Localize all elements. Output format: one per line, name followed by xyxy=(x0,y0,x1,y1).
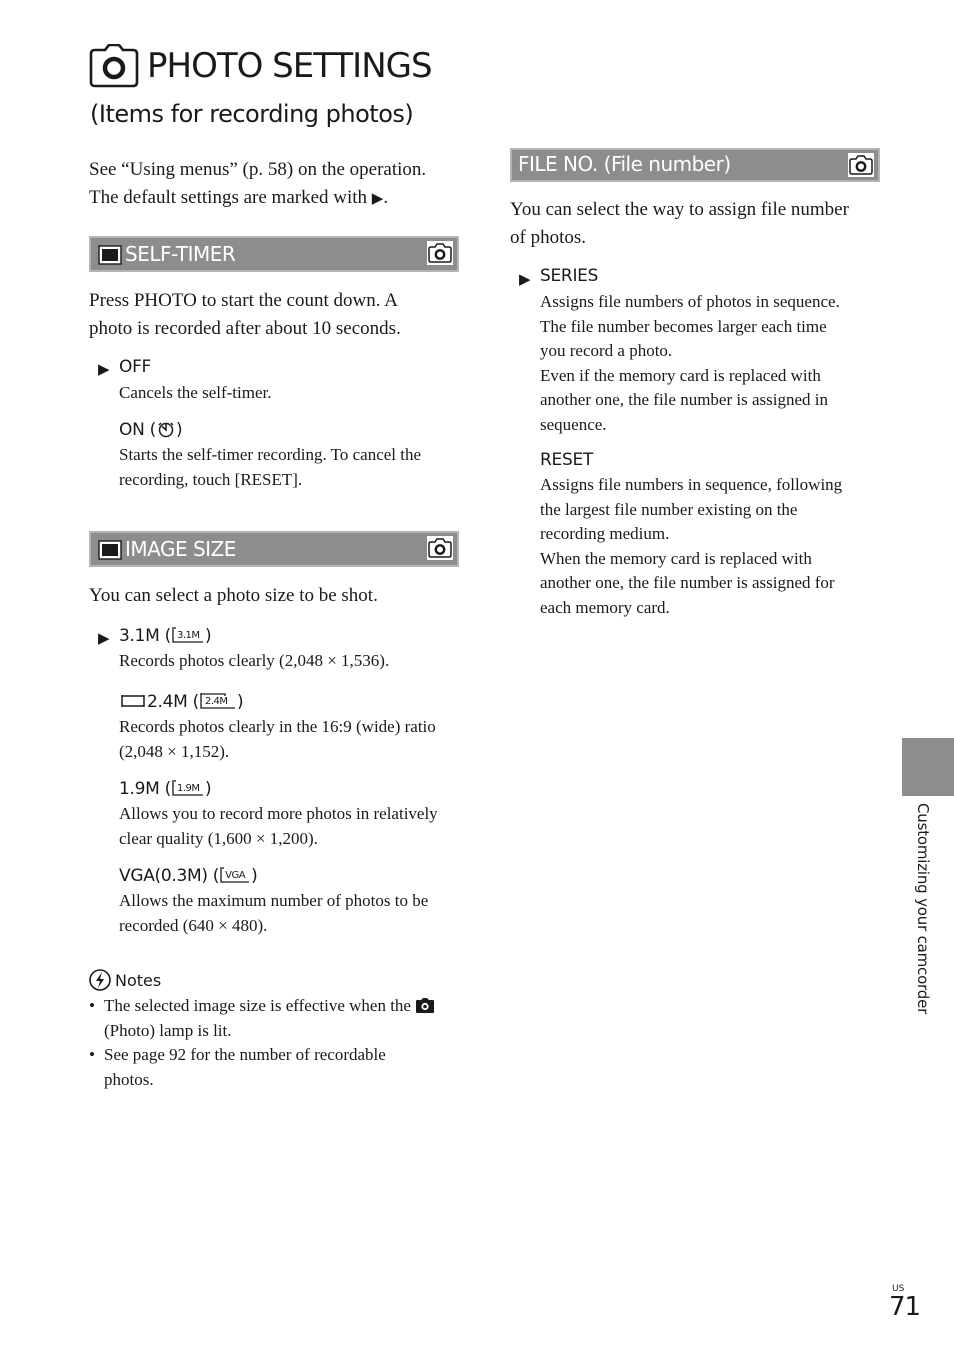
image-size-2-4m-icon: 2.4M xyxy=(199,692,237,710)
caution-icon xyxy=(89,969,111,991)
list-item: • See page 92 for the number of recordable photos. xyxy=(89,1045,386,1089)
photo-mode-icon xyxy=(427,536,453,560)
image-size-3-1m-icon: 3.1M xyxy=(171,626,205,644)
option-description: Allows you to record more photos in relatively clear quality (1,600 × 1,200). xyxy=(119,804,438,848)
default-marker-icon: ▶ xyxy=(98,360,110,378)
option-description: Records photos clearly in the 16:9 (wide) ratio (2,048 × 1,152). xyxy=(119,717,436,761)
menu-screen-icon xyxy=(98,540,122,560)
menu-screen-icon xyxy=(98,245,122,265)
section-heading: FILE NO. (File number) xyxy=(518,152,731,176)
option-on: ON ( ) xyxy=(119,420,183,440)
section-bar-self-timer xyxy=(89,236,459,272)
option-description: Starts the self-timer recording. To cancel the recording, touch [RESET]. xyxy=(119,445,422,489)
default-marker-icon: ▶ xyxy=(519,270,531,288)
image-size-vga-icon: VGA xyxy=(219,866,251,884)
list-item: • The selected image size is effective when the (Photo) lamp is lit. xyxy=(89,994,469,1043)
photo-mode-icon xyxy=(427,241,453,265)
page-subtitle: (Items for recording photos) xyxy=(90,100,414,128)
notes-list xyxy=(89,994,469,1092)
option-description: Cancels the self-timer. xyxy=(119,383,272,402)
option-1-9m: 1.9M ( 1.9M ) xyxy=(119,779,212,799)
chapter-tab-label: Customizing your camcorder xyxy=(914,803,932,1015)
image-size-1-9m-icon: 1.9M xyxy=(171,779,205,797)
self-timer-description: Press PHOTO to start the count down. A photo is recorded after about 10 seconds. xyxy=(89,290,401,339)
chapter-tab xyxy=(902,738,954,796)
option-reset: RESET xyxy=(540,450,593,470)
option-description: Assigns file numbers in sequence, following the largest file number existing on the recording medium. When the memory card is replaced with another one, the file number is assigned for each memory card. xyxy=(540,475,843,617)
section-bar-image-size xyxy=(89,531,459,567)
default-marker-icon: ▶ xyxy=(371,189,384,207)
page-header xyxy=(89,44,432,88)
default-marker-icon: ▶ xyxy=(98,629,110,647)
option-series: SERIES xyxy=(540,266,599,286)
wide-ratio-icon xyxy=(119,692,147,710)
photo-lamp-icon xyxy=(415,997,435,1014)
option-description: Assigns file numbers of photos in sequence. The file number becomes larger each time you record a photo. Even if the memory card is replaced with another one, the file number is assigned in sequence. xyxy=(540,292,840,434)
section-bar-file-no xyxy=(510,148,880,182)
option-2-4m: 2.4M ( 2.4M ) xyxy=(119,692,243,712)
section-heading: SELF-TIMER xyxy=(125,242,236,266)
option-3-1m: 3.1M ( 3.1M ) xyxy=(119,626,212,646)
notes-heading: Notes xyxy=(89,969,161,991)
option-description: Allows the maximum number of photos to be recorded (640 × 480). xyxy=(119,891,429,935)
page-number: 71 xyxy=(889,1292,921,1322)
section-heading: IMAGE SIZE xyxy=(125,537,236,561)
option-off: OFF xyxy=(119,357,152,377)
bullet-icon: • xyxy=(89,1045,95,1064)
camera-photo-icon xyxy=(89,44,139,88)
option-vga: VGA(0.3M) ( VGA ) xyxy=(119,866,258,886)
image-size-description: You can select a photo size to be shot. xyxy=(89,585,378,606)
page-title: PHOTO SETTINGS xyxy=(147,46,432,86)
page-region: US xyxy=(892,1284,905,1294)
bullet-icon: • xyxy=(89,996,95,1015)
self-timer-icon xyxy=(156,420,176,438)
photo-mode-icon xyxy=(848,153,874,177)
file-no-description: You can select the way to assign file number of photos. xyxy=(510,199,849,248)
intro-text: See “Using menus” (p. 58) on the operation. The default settings are marked with ▶. xyxy=(89,159,427,208)
option-description: Records photos clearly (2,048 × 1,536). xyxy=(119,651,390,670)
